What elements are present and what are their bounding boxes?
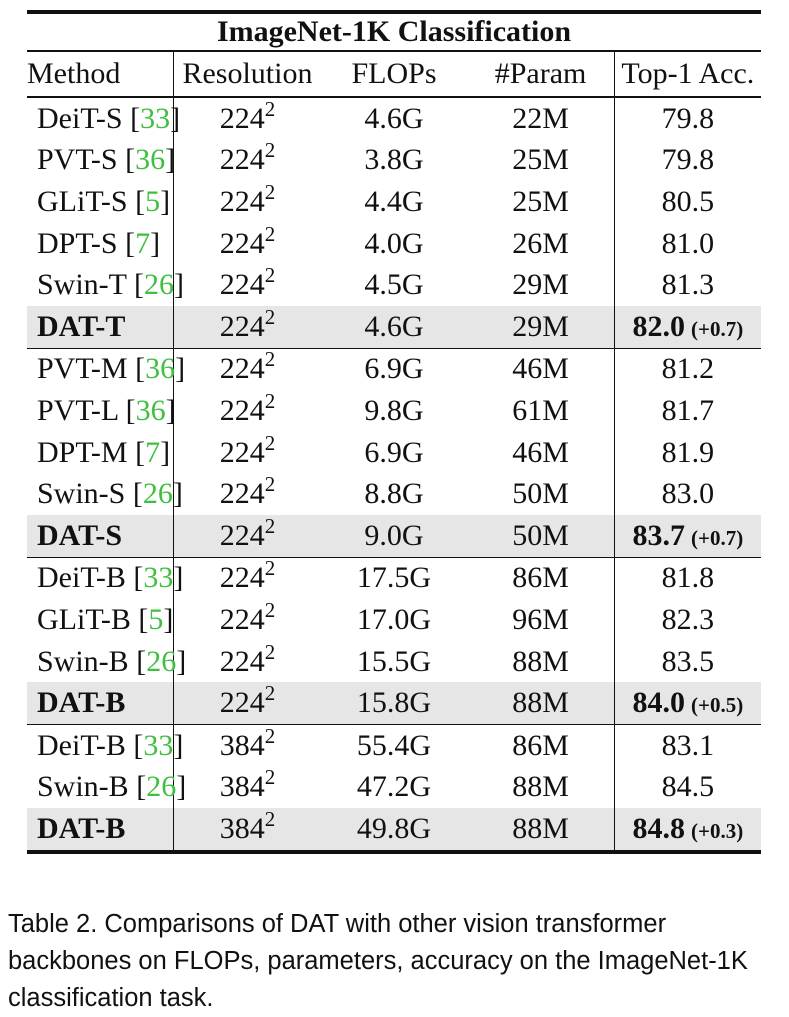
cell-flops: 4.6G — [364, 101, 424, 135]
method-name: DAT-S — [37, 518, 123, 552]
cell-param: 25M — [467, 181, 614, 223]
resolution-exponent: 2 — [264, 806, 276, 831]
cell-param: 88M — [467, 641, 614, 683]
method-name: Swin-T — [37, 268, 127, 302]
resolution-value: 224 — [219, 268, 265, 302]
cell-method: Swin-T [26] — [27, 264, 174, 306]
table-row — [27, 223, 761, 265]
resolution-value: 224 — [219, 184, 265, 218]
cell-flops: 9.8G — [364, 393, 424, 427]
resolution-exponent: 2 — [264, 263, 276, 288]
citation-link[interactable]: 33 — [143, 728, 174, 762]
cell-accuracy — [614, 181, 761, 223]
results-table — [27, 10, 761, 854]
resolution-exponent: 2 — [264, 723, 276, 748]
accuracy-value: 81.3 — [661, 268, 715, 302]
cell-flops: 3.8G — [364, 143, 424, 177]
cell-method: DPT-S [7] — [27, 223, 174, 265]
cell-method: Swin-S [26] — [27, 473, 174, 515]
accuracy-value: 83.1 — [661, 728, 715, 762]
cell-param: 25M — [467, 140, 614, 182]
table-row — [27, 348, 761, 390]
accuracy-value: 79.8 — [661, 101, 715, 135]
cell-accuracy — [614, 97, 761, 140]
cell-flops: 15.8G — [321, 682, 468, 724]
method-name: DAT-T — [37, 309, 126, 343]
cell-flops: 6.9G — [364, 352, 424, 386]
table-row — [27, 97, 761, 140]
cell-method: GLiT-B [5] — [27, 599, 174, 641]
cell-method: DPT-M [7] — [27, 432, 174, 474]
cell-flops: 6.9G — [364, 435, 424, 469]
cell-param: 22M — [467, 97, 614, 140]
resolution-value: 224 — [219, 393, 265, 427]
cell-param: 46M — [467, 348, 614, 390]
cell-accuracy — [614, 808, 761, 852]
header-method: Method — [27, 51, 174, 97]
cell-resolution — [174, 641, 321, 683]
accuracy-value: 82.3 — [661, 602, 715, 636]
cell-accuracy — [614, 724, 761, 766]
accuracy-value: 82.0 — [632, 309, 685, 343]
cell-param: 46M — [467, 432, 614, 474]
cell-resolution — [174, 348, 321, 390]
cell-method: PVT-M [36] — [27, 348, 174, 390]
cell-param: 50M — [467, 515, 614, 557]
accuracy-delta: (+0.5) — [690, 693, 744, 718]
cell-accuracy — [614, 348, 761, 390]
method-name: GLiT-B — [37, 602, 131, 636]
cell-accuracy — [614, 682, 761, 724]
resolution-exponent: 2 — [264, 430, 276, 455]
table-row — [27, 306, 761, 348]
cell-method: Swin-B [26] — [27, 641, 174, 683]
resolution-value: 224 — [219, 518, 265, 552]
resolution-value: 224 — [219, 143, 265, 177]
table-title: ImageNet-1K Classification — [27, 12, 761, 51]
cell-resolution — [174, 767, 321, 809]
citation-link[interactable]: 5 — [145, 184, 161, 218]
cell-flops: 8.8G — [364, 477, 424, 511]
table-row — [27, 724, 761, 766]
accuracy-value: 83.0 — [661, 477, 715, 511]
cell-resolution — [174, 390, 321, 432]
table-title-row — [27, 12, 761, 51]
cell-flops: 9.0G — [321, 515, 468, 557]
resolution-exponent: 2 — [264, 388, 276, 413]
accuracy-value: 83.5 — [661, 644, 715, 678]
cell-flops: 4.6G — [321, 306, 468, 348]
resolution-exponent: 2 — [264, 304, 276, 329]
cell-method: DeiT-S [33] — [27, 97, 174, 140]
header-flops: FLOPs — [321, 51, 468, 97]
cell-accuracy — [614, 390, 761, 432]
table-row — [27, 641, 761, 683]
table-row — [27, 432, 761, 474]
cell-resolution — [174, 557, 321, 599]
resolution-value: 384 — [219, 811, 265, 845]
cell-method: GLiT-S [5] — [27, 181, 174, 223]
cell-param: 86M — [467, 557, 614, 599]
resolution-exponent: 2 — [264, 472, 276, 497]
resolution-value: 224 — [219, 477, 265, 511]
cell-param: 29M — [467, 306, 614, 348]
resolution-exponent: 2 — [264, 179, 276, 204]
cell-flops: 4.5G — [364, 268, 424, 302]
citation-link[interactable]: 36 — [135, 393, 166, 427]
resolution-value: 384 — [219, 770, 265, 804]
resolution-exponent: 2 — [264, 347, 276, 372]
cell-flops: 47.2G — [356, 770, 432, 804]
table-row — [27, 599, 761, 641]
cell-accuracy — [614, 223, 761, 265]
table-row — [27, 515, 761, 557]
accuracy-value: 81.0 — [661, 226, 715, 260]
method-name: PVT-M — [37, 352, 128, 386]
cell-resolution — [174, 264, 321, 306]
cell-accuracy — [614, 515, 761, 557]
method-name: DeiT-S — [37, 101, 123, 135]
cell-param: 88M — [467, 682, 614, 724]
table-row — [27, 808, 761, 852]
method-name: DPT-S — [37, 226, 118, 260]
resolution-exponent: 2 — [264, 96, 276, 121]
results-table-container — [27, 10, 761, 854]
cell-resolution — [174, 724, 321, 766]
cell-accuracy — [614, 767, 761, 809]
cell-resolution — [174, 599, 321, 641]
method-name: DeiT-B — [37, 728, 126, 762]
citation-link[interactable]: 33 — [143, 561, 174, 595]
resolution-value: 224 — [219, 686, 265, 720]
cell-resolution — [174, 97, 321, 140]
cell-resolution — [174, 181, 321, 223]
resolution-value: 224 — [219, 644, 265, 678]
method-name: PVT-S — [37, 143, 118, 177]
method-name: PVT-L — [37, 393, 119, 427]
cell-method: DeiT-B [33] — [27, 557, 174, 599]
header-param: #Param — [467, 51, 614, 97]
resolution-value: 224 — [219, 309, 265, 343]
cell-flops: 17.5G — [356, 561, 432, 595]
cell-param: 29M — [467, 264, 614, 306]
cell-param: 88M — [467, 767, 614, 809]
cell-method — [27, 808, 174, 852]
resolution-exponent: 2 — [264, 221, 276, 246]
header-acc: Top-1 Acc. — [614, 51, 761, 97]
method-name: Swin-B — [37, 770, 129, 804]
method-name: DeiT-B — [37, 561, 126, 595]
table-row — [27, 181, 761, 223]
resolution-value: 224 — [219, 226, 265, 260]
table-row — [27, 557, 761, 599]
method-name: GLiT-S — [37, 184, 128, 218]
accuracy-value: 84.0 — [632, 686, 685, 720]
cell-flops: 4.0G — [364, 226, 424, 260]
table-row — [27, 264, 761, 306]
table-row — [27, 473, 761, 515]
cell-accuracy — [614, 264, 761, 306]
table-row — [27, 390, 761, 432]
cell-resolution — [174, 473, 321, 515]
cell-accuracy — [614, 306, 761, 348]
method-name: DAT-B — [37, 811, 126, 845]
cell-accuracy — [614, 599, 761, 641]
cell-resolution — [174, 808, 321, 852]
method-name: Swin-S — [37, 477, 126, 511]
resolution-value: 224 — [219, 602, 265, 636]
resolution-value: 224 — [219, 352, 265, 386]
accuracy-value: 81.7 — [661, 393, 715, 427]
citation-link[interactable]: 36 — [135, 143, 166, 177]
cell-param: 61M — [467, 390, 614, 432]
accuracy-delta: (+0.3) — [690, 818, 744, 843]
accuracy-value: 81.8 — [661, 561, 715, 595]
table-header-row — [27, 51, 761, 97]
resolution-value: 224 — [219, 101, 265, 135]
accuracy-value: 81.9 — [661, 435, 715, 469]
cell-accuracy — [614, 140, 761, 182]
accuracy-value: 83.7 — [632, 518, 685, 552]
cell-accuracy — [614, 641, 761, 683]
method-name: DPT-M — [37, 435, 128, 469]
citation-link[interactable]: 7 — [145, 435, 161, 469]
accuracy-delta: (+0.7) — [690, 525, 744, 550]
cell-method: PVT-L [36] — [27, 390, 174, 432]
cell-param: 86M — [467, 724, 614, 766]
resolution-exponent: 2 — [264, 639, 276, 664]
cell-accuracy — [614, 557, 761, 599]
accuracy-value: 80.5 — [661, 184, 715, 218]
table-row — [27, 767, 761, 809]
resolution-exponent: 2 — [264, 765, 276, 790]
cell-resolution — [174, 306, 321, 348]
cell-method: DeiT-B [33] — [27, 724, 174, 766]
citation-link[interactable]: 36 — [145, 352, 176, 386]
cell-accuracy — [614, 432, 761, 474]
citation-link[interactable]: 33 — [140, 101, 171, 135]
cell-method — [27, 682, 174, 724]
cell-method — [27, 306, 174, 348]
table-caption: Table 2. Comparisons of DAT with other vision transformer backbones on FLOPs, parameters, accuracy on the ImageNet-1K classification task. — [8, 910, 748, 1012]
citation-link[interactable]: 7 — [135, 226, 151, 260]
citation-link[interactable]: 26 — [142, 477, 173, 511]
method-name: DAT-B — [37, 686, 126, 720]
cell-resolution — [174, 223, 321, 265]
cell-flops: 55.4G — [356, 728, 432, 762]
resolution-value: 224 — [219, 435, 265, 469]
cell-param: 96M — [467, 599, 614, 641]
cell-resolution — [174, 140, 321, 182]
citation-link[interactable]: 5 — [148, 602, 164, 636]
resolution-exponent: 2 — [264, 556, 276, 581]
accuracy-value: 81.2 — [661, 352, 715, 386]
cell-accuracy — [614, 473, 761, 515]
accuracy-value: 84.5 — [661, 770, 715, 804]
header-resolution: Resolution — [174, 51, 321, 97]
table-row — [27, 140, 761, 182]
cell-resolution — [174, 515, 321, 557]
resolution-exponent: 2 — [264, 138, 276, 163]
cell-method: Swin-B [26] — [27, 767, 174, 809]
resolution-value: 224 — [219, 561, 265, 595]
method-name: Swin-B — [37, 644, 129, 678]
accuracy-delta: (+0.7) — [690, 316, 744, 341]
accuracy-value: 84.8 — [632, 811, 685, 845]
citation-link[interactable]: 26 — [143, 268, 174, 302]
cell-param: 50M — [467, 473, 614, 515]
table-body — [27, 97, 761, 852]
cell-flops: 15.5G — [356, 644, 432, 678]
cell-flops: 17.0G — [356, 602, 432, 636]
resolution-exponent: 2 — [264, 597, 276, 622]
cell-param: 26M — [467, 223, 614, 265]
table-row — [27, 682, 761, 724]
resolution-exponent: 2 — [264, 513, 276, 538]
cell-param: 88M — [467, 808, 614, 852]
cell-flops: 4.4G — [364, 184, 424, 218]
cell-method — [27, 515, 174, 557]
citation-link[interactable]: 26 — [146, 770, 177, 804]
cell-resolution — [174, 682, 321, 724]
resolution-value: 384 — [219, 728, 265, 762]
cell-resolution — [174, 432, 321, 474]
accuracy-value: 79.8 — [661, 143, 715, 177]
cell-method: PVT-S [36] — [27, 140, 174, 182]
resolution-exponent: 2 — [264, 681, 276, 706]
citation-link[interactable]: 26 — [146, 644, 177, 678]
cell-flops: 49.8G — [321, 808, 468, 852]
